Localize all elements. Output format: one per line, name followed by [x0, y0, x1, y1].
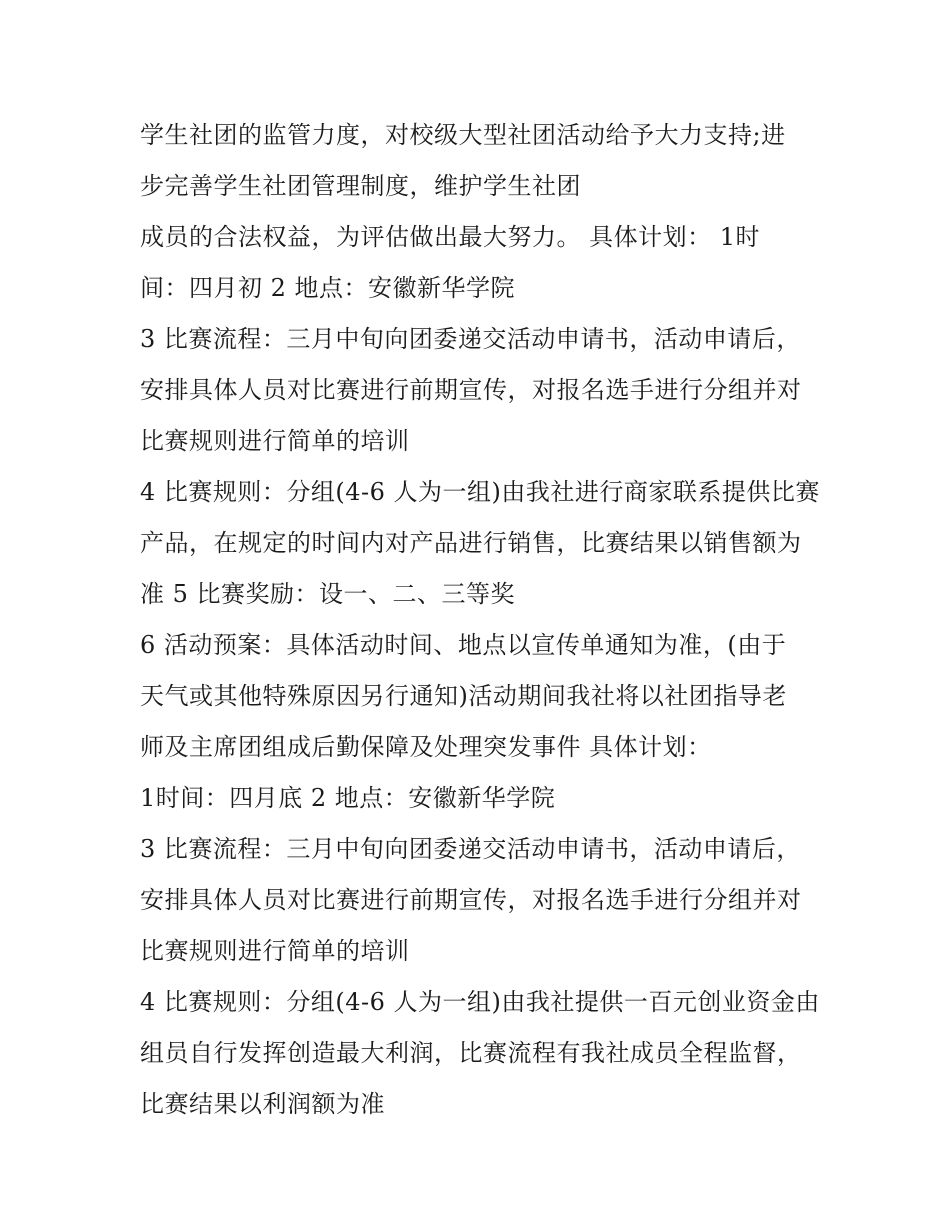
text-line: 6 活动预案：具体活动时间、地点以宣传单通知为准，(由于 — [140, 631, 787, 659]
text-line: 间：四月初 2 地点：安徽新华学院 — [140, 274, 516, 302]
text-line: 师及主席团组成后勤保障及处理突发事件 具体计划： — [140, 733, 712, 761]
text-line: 1时间：四月底 2 地点：安徽新华学院 — [140, 784, 556, 812]
text-line: 天气或其他特殊原因另行通知)活动期间我社将以社团指导老 — [140, 682, 787, 710]
text-line: 4 比赛规则：分组(4-6 人为一组)由我社提供一百元创业资金由 — [140, 988, 820, 1016]
text-line: 比赛规则进行简单的培训 — [140, 937, 410, 965]
text-line: 安排具体人员对比赛进行前期宣传，对报名选手进行分组并对 — [140, 886, 802, 914]
text-line: 比赛结果以利润额为准 — [140, 1090, 385, 1118]
text-line: 3 比赛流程：三月中旬向团委递交活动申请书，活动申请后， — [140, 325, 801, 353]
text-line: 产品，在规定的时间内对产品进行销售，比赛结果以销售额为 — [140, 529, 802, 557]
text-line: 准 5 比赛奖励：设一、二、三等奖 — [140, 580, 516, 608]
text-line: 组员自行发挥创造最大利润，比赛流程有我社成员全程监督， — [140, 1039, 802, 1067]
text-line: 成员的合法权益，为评估做出最大努力。 具体计划： 1时 — [140, 223, 761, 251]
body-text — [140, 110, 840, 1130]
text-line: 安排具体人员对比赛进行前期宣传，对报名选手进行分组并对 — [140, 376, 802, 404]
text-line: 比赛规则进行简单的培训 — [140, 427, 410, 455]
text-line: 4 比赛规则：分组(4-6 人为一组)由我社进行商家联系提供比赛 — [140, 478, 820, 506]
text-line: 步完善学生社团管理制度，维护学生社团 — [140, 172, 581, 200]
text-line: 学生社团的监管力度，对校级大型社团活动给予大力支持;进 — [140, 121, 786, 149]
text-line: 3 比赛流程：三月中旬向团委递交活动申请书，活动申请后， — [140, 835, 801, 863]
